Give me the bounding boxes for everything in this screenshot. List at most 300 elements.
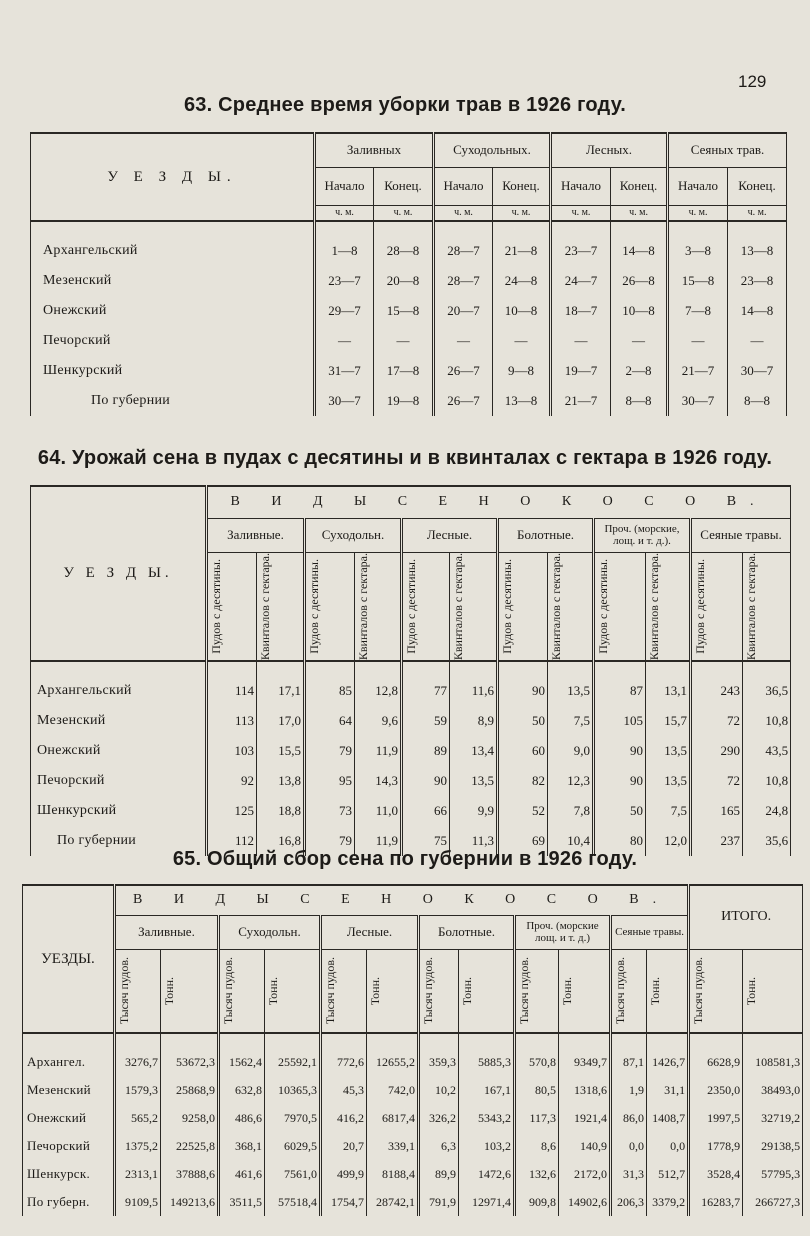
data-cell: 6817,4 xyxy=(367,1104,419,1132)
data-cell: 9258,0 xyxy=(161,1104,219,1132)
data-cell: 9349,7 xyxy=(559,1048,611,1076)
col-header-kvintal: Квинталов с гектара. xyxy=(450,552,498,661)
uezd-name: По губернии xyxy=(31,826,207,856)
data-cell: 565,2 xyxy=(115,1104,161,1132)
data-cell: 12971,4 xyxy=(459,1188,515,1216)
col-header-tonn: Тонн. xyxy=(161,949,219,1033)
group-header: Болотные. xyxy=(498,518,594,552)
data-cell: 1375,2 xyxy=(115,1132,161,1160)
col-header-kvintal: Квинталов с гектара. xyxy=(646,552,691,661)
group-header: Суходольных. xyxy=(434,133,551,167)
data-cell: 499,9 xyxy=(321,1160,367,1188)
data-cell: 57518,4 xyxy=(265,1188,321,1216)
data-cell: 26—7 xyxy=(434,386,493,416)
data-cell: 103 xyxy=(207,736,257,766)
data-cell: 1778,9 xyxy=(689,1132,743,1160)
data-cell: 80 xyxy=(594,826,646,856)
table-63 xyxy=(30,132,787,416)
data-cell: 13,1 xyxy=(646,676,691,706)
data-cell: 64 xyxy=(305,706,355,736)
start-header: Начало xyxy=(315,167,374,205)
col-header-thousand-pud: Тысяч пудов. xyxy=(115,949,161,1033)
data-cell: 30—7 xyxy=(315,386,374,416)
group-header: Сеяные травы. xyxy=(611,915,689,949)
data-cell: 80,5 xyxy=(515,1076,559,1104)
data-cell: 35,6 xyxy=(743,826,791,856)
data-cell: 0,0 xyxy=(611,1132,647,1160)
data-cell: 30—7 xyxy=(728,356,787,386)
data-cell: 117,3 xyxy=(515,1104,559,1132)
data-cell: — xyxy=(611,326,668,356)
data-cell: 10,8 xyxy=(743,706,791,736)
data-cell: 7,5 xyxy=(548,706,594,736)
data-cell: 206,3 xyxy=(611,1188,647,1216)
group-header: Заливные. xyxy=(207,518,305,552)
uezdy-header: У Е З Д Ы. xyxy=(31,133,315,221)
vidy-header: В И Д Ы С Е Н О К О С О В. xyxy=(115,885,689,915)
data-cell: 43,5 xyxy=(743,736,791,766)
data-cell: 90 xyxy=(594,766,646,796)
data-cell: 75 xyxy=(402,826,450,856)
data-cell: 66 xyxy=(402,796,450,826)
uezd-name: Онежский xyxy=(31,296,315,326)
col-header-pud: Пудов с десятины. xyxy=(594,552,646,661)
data-cell: 243 xyxy=(691,676,743,706)
data-cell: 1—8 xyxy=(315,236,374,266)
group-header: Болотные. xyxy=(419,915,515,949)
data-cell: 13,5 xyxy=(548,676,594,706)
data-cell: 90 xyxy=(594,736,646,766)
data-cell: 29138,5 xyxy=(743,1132,803,1160)
data-cell: 20—7 xyxy=(434,296,493,326)
table-row xyxy=(31,766,791,796)
data-cell: 113 xyxy=(207,706,257,736)
table-row xyxy=(23,1160,803,1188)
data-cell: 21—7 xyxy=(551,386,611,416)
data-cell: 82 xyxy=(498,766,548,796)
data-cell: 50 xyxy=(498,706,548,736)
col-header-pud: Пудов с десятины. xyxy=(402,552,450,661)
table-row xyxy=(23,1048,803,1076)
data-cell: 28—8 xyxy=(374,236,434,266)
data-cell: 3276,7 xyxy=(115,1048,161,1076)
col-header-tonn: Тонн. xyxy=(459,949,515,1033)
data-cell: 9—8 xyxy=(493,356,551,386)
data-cell: 11,0 xyxy=(355,796,402,826)
data-cell: 36,5 xyxy=(743,676,791,706)
data-cell: 24—8 xyxy=(493,266,551,296)
group-header: Проч. (морские, лощ. и т. д.). xyxy=(594,518,691,552)
data-cell: 32719,2 xyxy=(743,1104,803,1132)
data-cell: 87 xyxy=(594,676,646,706)
table-row xyxy=(31,676,791,706)
col-header-kvintal: Квинталов с гектара. xyxy=(743,552,791,661)
data-cell: 1426,7 xyxy=(647,1048,689,1076)
uezd-name: Шенкурский xyxy=(31,796,207,826)
group-header: Лесные. xyxy=(321,915,419,949)
uezd-name: Архангел. xyxy=(23,1048,115,1076)
data-cell: 87,1 xyxy=(611,1048,647,1076)
data-cell: 23—7 xyxy=(315,266,374,296)
table-row xyxy=(31,706,791,736)
group-header: Суходольн. xyxy=(305,518,402,552)
data-cell: 26—8 xyxy=(611,266,668,296)
uezd-name: Мезенский xyxy=(23,1076,115,1104)
data-cell: 486,6 xyxy=(219,1104,265,1132)
data-cell: 570,8 xyxy=(515,1048,559,1076)
col-header-kvintal: Квинталов с гектара. xyxy=(548,552,594,661)
data-cell: 90 xyxy=(402,766,450,796)
uezd-name: Мезенский xyxy=(31,266,315,296)
data-cell: 2313,1 xyxy=(115,1160,161,1188)
data-cell: 21—7 xyxy=(668,356,728,386)
data-cell: 2350,0 xyxy=(689,1076,743,1104)
data-cell: 1921,4 xyxy=(559,1104,611,1132)
total-header: ИТОГО. xyxy=(689,885,803,949)
col-header-pud: Пудов с десятины. xyxy=(207,552,257,661)
group-header: Проч. (морские лощ. и т. д.) xyxy=(515,915,611,949)
data-cell: 5885,3 xyxy=(459,1048,515,1076)
data-cell: 7561,0 xyxy=(265,1160,321,1188)
data-cell: 23—7 xyxy=(551,236,611,266)
data-cell: 69 xyxy=(498,826,548,856)
data-cell: 13,4 xyxy=(450,736,498,766)
col-header-thousand-pud: Тысяч пудов. xyxy=(321,949,367,1033)
data-cell: — xyxy=(668,326,728,356)
uezdy-header: УЕЗДЫ. xyxy=(23,885,115,1033)
data-cell: 167,1 xyxy=(459,1076,515,1104)
data-cell: 24—7 xyxy=(551,266,611,296)
data-cell: 13—8 xyxy=(728,236,787,266)
data-cell: 23—8 xyxy=(728,266,787,296)
unit-label: ч. м. xyxy=(728,205,787,221)
data-cell: 85 xyxy=(305,676,355,706)
data-cell: 20—8 xyxy=(374,266,434,296)
data-cell: 8,6 xyxy=(515,1132,559,1160)
data-cell: 14,3 xyxy=(355,766,402,796)
data-cell: 105 xyxy=(594,706,646,736)
data-cell: 1579,3 xyxy=(115,1076,161,1104)
table-row xyxy=(31,326,787,356)
data-cell: 72 xyxy=(691,706,743,736)
data-cell: 3—8 xyxy=(668,236,728,266)
uezd-name: Онежский xyxy=(31,736,207,766)
uezd-name: Печорский xyxy=(31,766,207,796)
table-row xyxy=(23,1188,803,1216)
group-header: Лесные. xyxy=(402,518,498,552)
data-cell: 1,9 xyxy=(611,1076,647,1104)
data-cell: 12,0 xyxy=(646,826,691,856)
data-cell: 8,9 xyxy=(450,706,498,736)
data-cell: 24,8 xyxy=(743,796,791,826)
data-cell: 31,3 xyxy=(611,1160,647,1188)
data-cell: 114 xyxy=(207,676,257,706)
data-cell: 742,0 xyxy=(367,1076,419,1104)
data-cell: 10,2 xyxy=(419,1076,459,1104)
data-cell: 11,3 xyxy=(450,826,498,856)
data-cell: 909,8 xyxy=(515,1188,559,1216)
group-header: Заливные. xyxy=(115,915,219,949)
data-cell: 13,5 xyxy=(646,766,691,796)
col-header-tonn: Тонн. xyxy=(559,949,611,1033)
data-cell: 57795,3 xyxy=(743,1160,803,1188)
table-row xyxy=(23,1104,803,1132)
data-cell: 9,9 xyxy=(450,796,498,826)
unit-label: ч. м. xyxy=(611,205,668,221)
start-header: Начало xyxy=(668,167,728,205)
data-cell: 6628,9 xyxy=(689,1048,743,1076)
data-cell: 15,5 xyxy=(257,736,305,766)
data-cell: 149213,6 xyxy=(161,1188,219,1216)
data-cell: 59 xyxy=(402,706,450,736)
data-cell: 266727,3 xyxy=(743,1188,803,1216)
data-cell: 22525,8 xyxy=(161,1132,219,1160)
data-cell: 416,2 xyxy=(321,1104,367,1132)
data-cell: 0,0 xyxy=(647,1132,689,1160)
uezd-name: Шенкурск. xyxy=(23,1160,115,1188)
group-header: Лесных. xyxy=(551,133,668,167)
data-cell: 14—8 xyxy=(728,296,787,326)
data-cell: 368,1 xyxy=(219,1132,265,1160)
uezd-name: Печорский xyxy=(23,1132,115,1160)
uezd-name: Шенкурский xyxy=(31,356,315,386)
data-cell: 9109,5 xyxy=(115,1188,161,1216)
data-cell: 10365,3 xyxy=(265,1076,321,1104)
data-cell: 79 xyxy=(305,736,355,766)
uezd-name: Мезенский xyxy=(31,706,207,736)
uezd-name: Архангельский xyxy=(31,676,207,706)
data-cell: 60 xyxy=(498,736,548,766)
data-cell: 12,3 xyxy=(548,766,594,796)
start-header: Начало xyxy=(434,167,493,205)
table-row xyxy=(31,266,787,296)
data-cell: 18,8 xyxy=(257,796,305,826)
unit-label: ч. м. xyxy=(434,205,493,221)
data-cell: 28—7 xyxy=(434,266,493,296)
uezd-name: По губерн. xyxy=(23,1188,115,1216)
col-header-pud: Пудов с десятины. xyxy=(305,552,355,661)
table-row xyxy=(31,296,787,326)
table-row xyxy=(31,796,791,826)
data-cell: 512,7 xyxy=(647,1160,689,1188)
data-cell: 86,0 xyxy=(611,1104,647,1132)
unit-label: ч. м. xyxy=(493,205,551,221)
data-cell: 103,2 xyxy=(459,1132,515,1160)
data-cell: 1318,6 xyxy=(559,1076,611,1104)
data-cell: 26—7 xyxy=(434,356,493,386)
data-cell: 15—8 xyxy=(374,296,434,326)
data-cell: 25592,1 xyxy=(265,1048,321,1076)
data-cell: 45,3 xyxy=(321,1076,367,1104)
uezd-name: Печорский xyxy=(31,326,315,356)
data-cell: 1408,7 xyxy=(647,1104,689,1132)
data-cell: 15,7 xyxy=(646,706,691,736)
col-header-thousand-pud: Тысяч пудов. xyxy=(219,949,265,1033)
data-cell: 52 xyxy=(498,796,548,826)
col-header-pud: Пудов с десятины. xyxy=(498,552,548,661)
data-cell: 108581,3 xyxy=(743,1048,803,1076)
table-row xyxy=(31,236,787,266)
data-cell: 37888,6 xyxy=(161,1160,219,1188)
col-header-kvintal: Квинталов с гектара. xyxy=(355,552,402,661)
data-cell: 20,7 xyxy=(321,1132,367,1160)
data-cell: 30—7 xyxy=(668,386,728,416)
end-header: Конец. xyxy=(493,167,551,205)
data-cell: 3379,2 xyxy=(647,1188,689,1216)
table-row xyxy=(31,386,787,416)
data-cell: 17,1 xyxy=(257,676,305,706)
data-cell: 125 xyxy=(207,796,257,826)
data-cell: 7,5 xyxy=(646,796,691,826)
end-header: Конец. xyxy=(728,167,787,205)
data-cell: 5343,2 xyxy=(459,1104,515,1132)
data-cell: 237 xyxy=(691,826,743,856)
page-number: 129 xyxy=(738,72,767,91)
data-cell: 77 xyxy=(402,676,450,706)
end-header: Конец. xyxy=(611,167,668,205)
data-cell: 72 xyxy=(691,766,743,796)
data-cell: 11,6 xyxy=(450,676,498,706)
col-header-tonn: Тонн. xyxy=(265,949,321,1033)
table-65 xyxy=(22,884,803,1216)
data-cell: 6029,5 xyxy=(265,1132,321,1160)
data-cell: 29—7 xyxy=(315,296,374,326)
data-cell: 359,3 xyxy=(419,1048,459,1076)
data-cell: 16283,7 xyxy=(689,1188,743,1216)
data-cell: 89 xyxy=(402,736,450,766)
data-cell: 10,4 xyxy=(548,826,594,856)
data-cell: 95 xyxy=(305,766,355,796)
table-row xyxy=(23,1132,803,1160)
data-cell: 19—8 xyxy=(374,386,434,416)
data-cell: 7—8 xyxy=(668,296,728,326)
data-cell: 16,8 xyxy=(257,826,305,856)
data-cell: 112 xyxy=(207,826,257,856)
table-63-title: 63. Среднее время уборки трав в 1926 году. xyxy=(183,94,627,116)
data-cell: — xyxy=(434,326,493,356)
table-64-title: 64. Урожай сена в пудах с десятины и в квинталах с гектара в 1926 году. xyxy=(37,447,773,469)
data-cell: 10—8 xyxy=(493,296,551,326)
uezd-name: Архангельский xyxy=(31,236,315,266)
data-cell: 12,8 xyxy=(355,676,402,706)
data-cell: 13—8 xyxy=(493,386,551,416)
data-cell: 14—8 xyxy=(611,236,668,266)
data-cell: 12655,2 xyxy=(367,1048,419,1076)
col-header-tonn: Тонн. xyxy=(367,949,419,1033)
group-header: Сеяных трав. xyxy=(668,133,787,167)
data-cell: 13,5 xyxy=(450,766,498,796)
data-cell: 28—7 xyxy=(434,236,493,266)
data-cell: 15—8 xyxy=(668,266,728,296)
data-cell: 14902,6 xyxy=(559,1188,611,1216)
data-cell: 13,5 xyxy=(646,736,691,766)
data-cell: — xyxy=(493,326,551,356)
data-cell: 8188,4 xyxy=(367,1160,419,1188)
data-cell: 53672,3 xyxy=(161,1048,219,1076)
data-cell: 13,8 xyxy=(257,766,305,796)
data-cell: 31,1 xyxy=(647,1076,689,1104)
table-row xyxy=(31,736,791,766)
data-cell: 50 xyxy=(594,796,646,826)
uezd-name: Онежский xyxy=(23,1104,115,1132)
data-cell: 90 xyxy=(498,676,548,706)
data-cell: — xyxy=(551,326,611,356)
unit-label: ч. м. xyxy=(374,205,434,221)
data-cell: 7,8 xyxy=(548,796,594,826)
data-cell: 1472,6 xyxy=(459,1160,515,1188)
data-cell: 28742,1 xyxy=(367,1188,419,1216)
data-cell: 326,2 xyxy=(419,1104,459,1132)
data-cell: 2—8 xyxy=(611,356,668,386)
col-header-pud: Пудов с десятины. xyxy=(691,552,743,661)
uezdy-header: У Е З Д Ы. xyxy=(31,486,207,661)
data-cell: 10—8 xyxy=(611,296,668,326)
table-row xyxy=(23,1076,803,1104)
data-cell: 10,8 xyxy=(743,766,791,796)
data-cell: 140,9 xyxy=(559,1132,611,1160)
uezd-name: По губернии xyxy=(31,386,315,416)
data-cell: 11,9 xyxy=(355,826,402,856)
col-header-thousand-pud: Тысяч пудов. xyxy=(689,949,743,1033)
data-cell: 2172,0 xyxy=(559,1160,611,1188)
data-cell: 9,6 xyxy=(355,706,402,736)
data-cell: 1997,5 xyxy=(689,1104,743,1132)
data-cell: 17—8 xyxy=(374,356,434,386)
data-cell: 38493,0 xyxy=(743,1076,803,1104)
col-header-thousand-pud: Тысяч пудов. xyxy=(515,949,559,1033)
data-cell: 632,8 xyxy=(219,1076,265,1104)
data-cell: 8—8 xyxy=(728,386,787,416)
data-cell: — xyxy=(315,326,374,356)
data-cell: 92 xyxy=(207,766,257,796)
data-cell: 461,6 xyxy=(219,1160,265,1188)
data-cell: 165 xyxy=(691,796,743,826)
data-cell: — xyxy=(728,326,787,356)
data-cell: 21—8 xyxy=(493,236,551,266)
data-cell: 1562,4 xyxy=(219,1048,265,1076)
unit-label: ч. м. xyxy=(315,205,374,221)
end-header: Конец. xyxy=(374,167,434,205)
data-cell: 17,0 xyxy=(257,706,305,736)
data-cell: 3511,5 xyxy=(219,1188,265,1216)
data-cell: 6,3 xyxy=(419,1132,459,1160)
data-cell: 339,1 xyxy=(367,1132,419,1160)
data-cell: 3528,4 xyxy=(689,1160,743,1188)
data-cell: 772,6 xyxy=(321,1048,367,1076)
data-cell: 73 xyxy=(305,796,355,826)
col-header-thousand-pud: Тысяч пудов. xyxy=(419,949,459,1033)
unit-label: ч. м. xyxy=(551,205,611,221)
col-header-thousand-pud: Тысяч пудов. xyxy=(611,949,647,1033)
group-header: Заливных xyxy=(315,133,434,167)
unit-label: ч. м. xyxy=(668,205,728,221)
group-header: Суходольн. xyxy=(219,915,321,949)
vidy-header: В И Д Ы С Е Н О К О С О В. xyxy=(207,486,791,518)
data-cell: 290 xyxy=(691,736,743,766)
data-cell: 791,9 xyxy=(419,1188,459,1216)
table-64 xyxy=(30,485,791,856)
data-cell: 18—7 xyxy=(551,296,611,326)
data-cell: 1754,7 xyxy=(321,1188,367,1216)
data-cell: 25868,9 xyxy=(161,1076,219,1104)
data-cell: 9,0 xyxy=(548,736,594,766)
group-header: Сеяные травы. xyxy=(691,518,791,552)
data-cell: 31—7 xyxy=(315,356,374,386)
table-65-title: 65. Общий сбор сена по губернии в 1926 году. xyxy=(172,848,638,870)
col-header-tonn: Тонн. xyxy=(647,949,689,1033)
col-header-kvintal: Квинталов с гектара. xyxy=(257,552,305,661)
data-cell: 7970,5 xyxy=(265,1104,321,1132)
